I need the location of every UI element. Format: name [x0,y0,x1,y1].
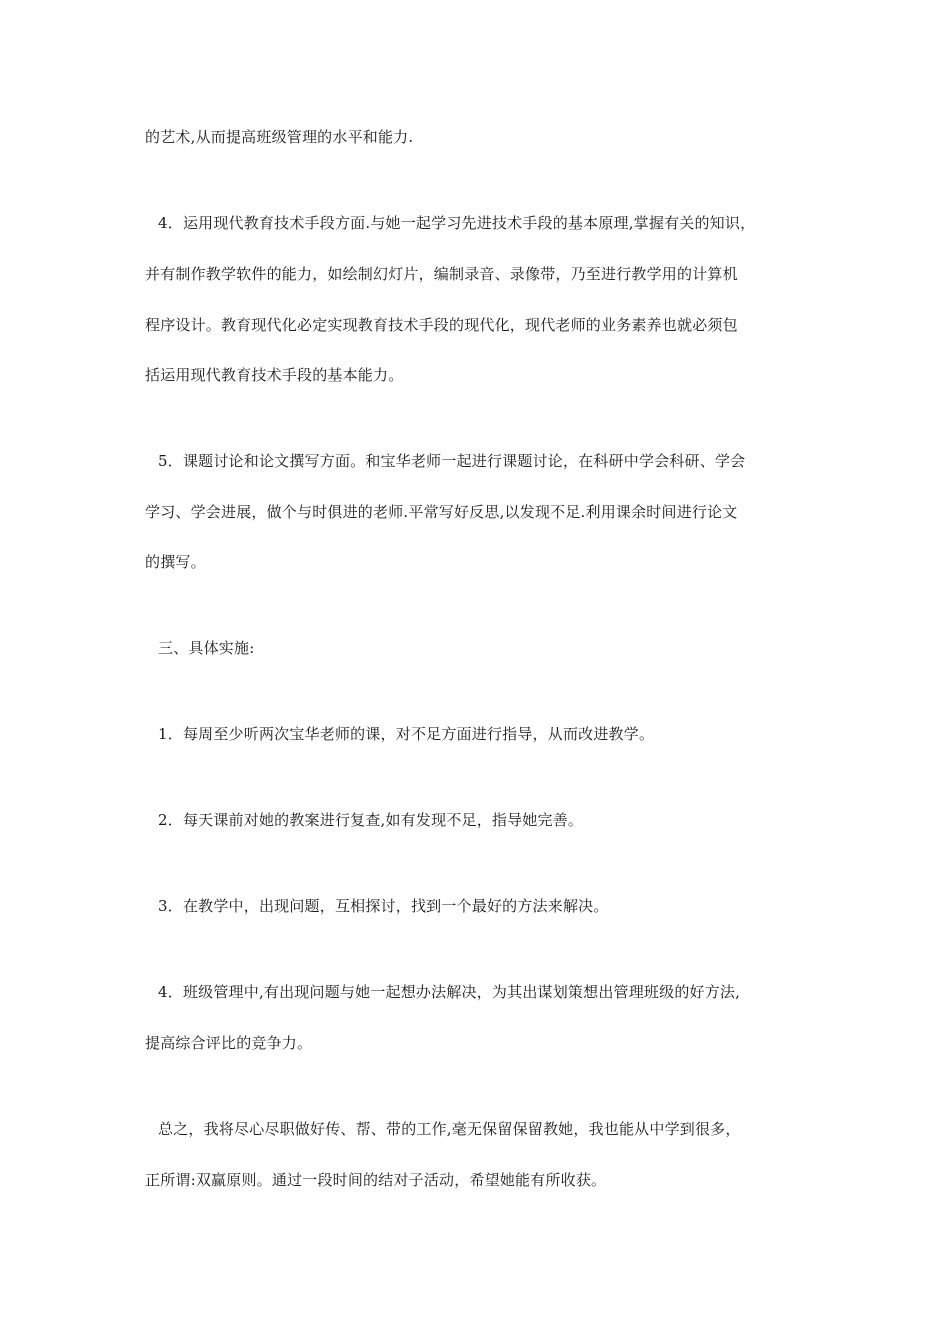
paragraph-line: 程序设计。教育现代化必定实现教育技术手段的现代化，现代老师的业务素养也就必须包 [145,316,738,334]
paragraph-line: 4．班级管理中,有出现问题与她一起想办法解决，为其出谋划策想出管理班级的好方法, [158,983,741,1001]
paragraph-line: 提高综合评比的竞争力。 [145,1034,313,1052]
section-heading: 三、具体实施: [158,639,255,657]
paragraph-line: 2．每天课前对她的教案进行复查,如有发现不足，指导她完善。 [158,811,584,829]
paragraph-line: 学习、学会进展，做个与时俱进的老师.平常写好反思,以发现不足.利用课余时间进行论文 [145,503,738,521]
paragraph-line: 总之，我将尽心尽职做好传、帮、带的工作,毫无保留保留教她，我也能从中学到很多， [158,1120,741,1138]
paragraph-line: 的艺术,从而提高班级管理的水平和能力. [145,128,414,146]
paragraph-line: 的撰写。 [145,553,206,571]
paragraph-line: 并有制作教学软件的能力，如绘制幻灯片，编制录音、录像带，乃至进行教学用的计算机 [145,265,738,283]
paragraph-line: 5．课题讨论和论文撰写方面。和宝华老师一起进行课题讨论，在科研中学会科研、学会 [158,452,746,470]
paragraph-line: 1．每周至少听两次宝华老师的课，对不足方面进行指导，从而改进教学。 [158,725,655,743]
paragraph-line: 4．运用现代教育技术手段方面.与她一起学习先进技术手段的基本原理,掌握有关的知识， [158,214,756,232]
paragraph-line: 3．在教学中，出现问题，互相探讨，找到一个最好的方法来解决。 [158,897,609,915]
paragraph-line: 括运用现代教育技术手段的基本能力。 [145,366,404,384]
paragraph-line: 正所谓:双赢原则。通过一段时间的结对子活动，希望她能有所收获。 [145,1171,607,1189]
